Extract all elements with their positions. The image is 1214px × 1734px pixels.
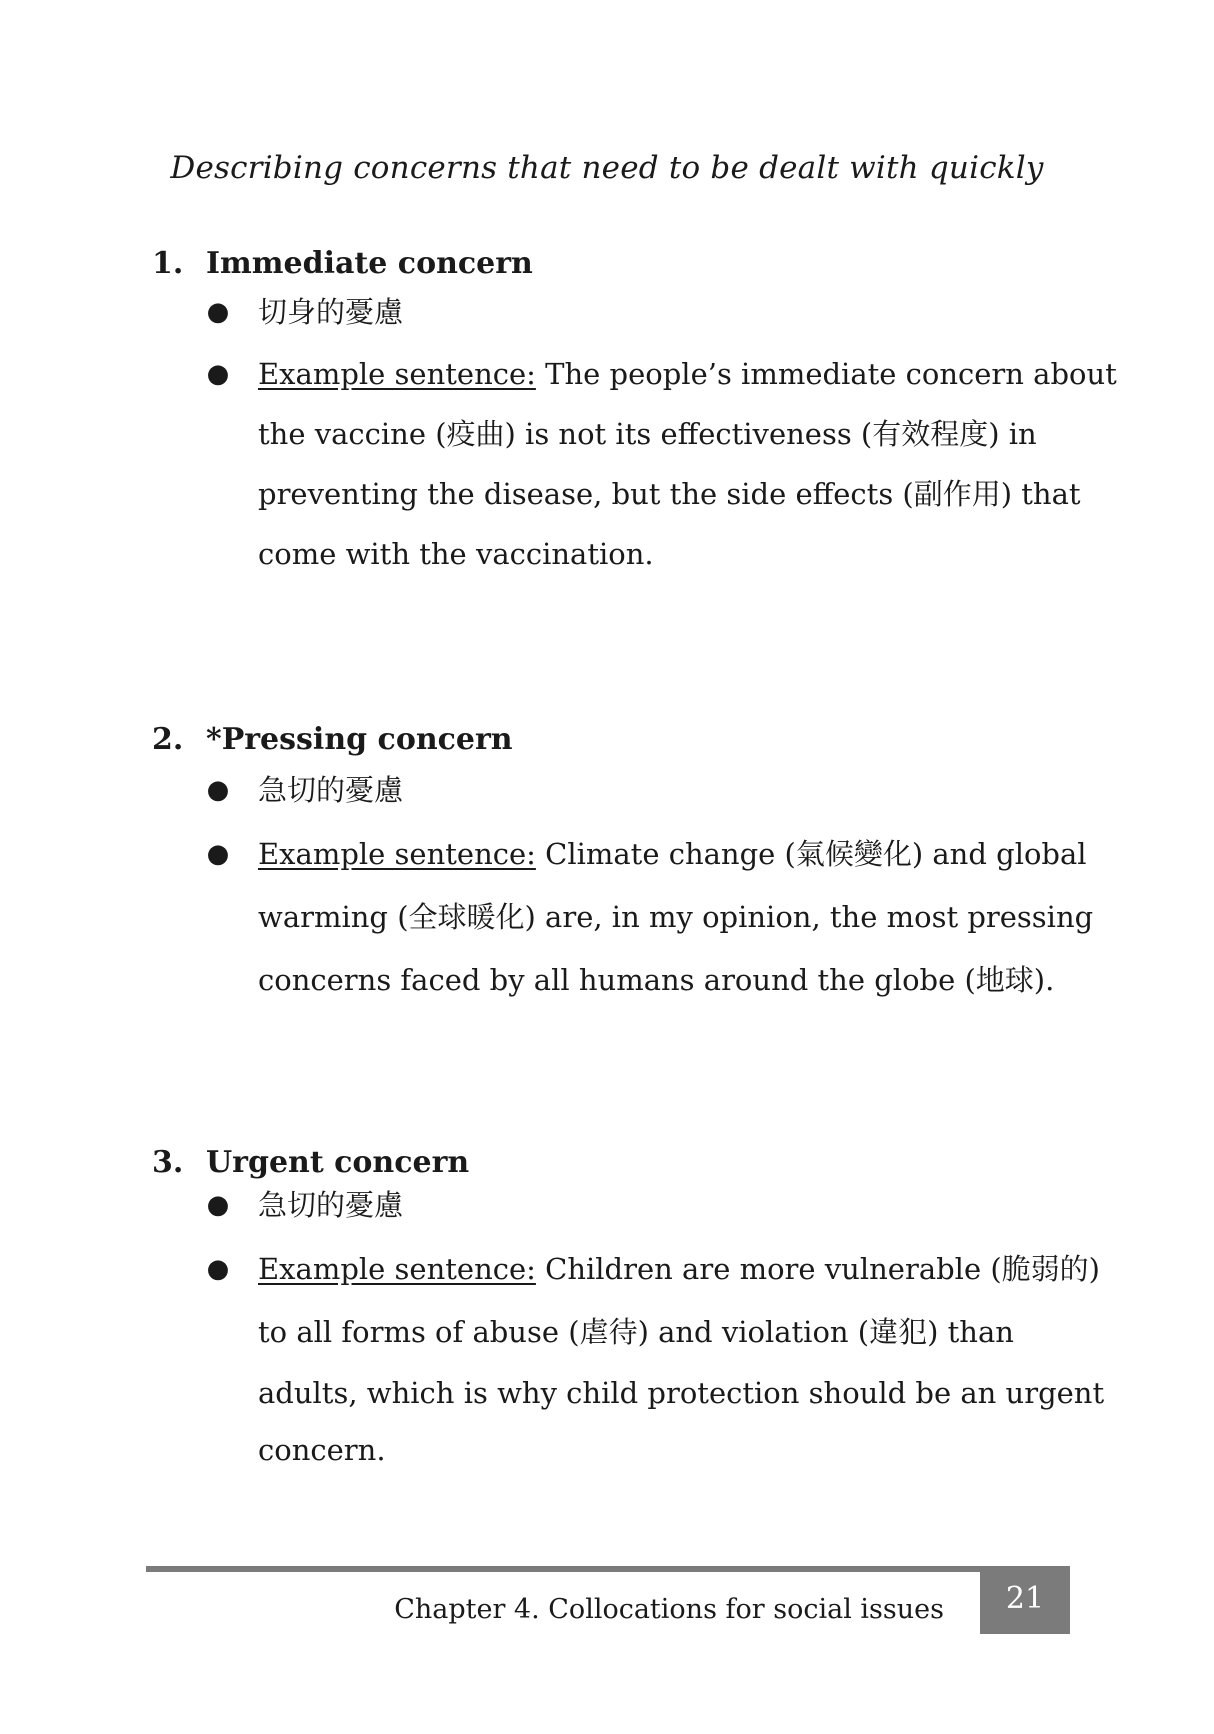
example-text-line: to all forms of abuse (虐待) and violation (違犯) than: [258, 1315, 1014, 1349]
bullet-icon: ●: [206, 359, 230, 389]
example-label: Example sentence:: [258, 837, 536, 871]
section-subtitle: Describing concerns that need to be dealt with quickly: [170, 150, 1044, 186]
entry-term: *Pressing concern: [206, 722, 513, 757]
example-label: Example sentence:: [258, 1252, 536, 1286]
bullet-icon: ●: [206, 1254, 230, 1284]
entry-heading: [152, 244, 533, 284]
example-label: Example sentence:: [258, 357, 536, 391]
example-text-line: The people’s immediate concern about: [535, 357, 1117, 391]
bullet-icon: ●: [206, 839, 230, 869]
entry-term: Urgent concern: [206, 1145, 470, 1180]
entry-heading: [152, 720, 513, 760]
example-text-line: concern.: [258, 1433, 386, 1467]
page-number: 21: [980, 1566, 1070, 1634]
example-text-line: warming (全球暖化) are, in my opinion, the most pressing: [258, 900, 1094, 934]
entry-number: 3.: [152, 1145, 184, 1180]
footer-rule: [146, 1566, 1070, 1572]
example-text-line: come with the vaccination.: [258, 537, 654, 571]
chinese-translation: 切身的憂慮: [258, 295, 404, 329]
footer-chapter-title: Chapter 4. Collocations for social issues: [394, 1594, 944, 1625]
entry-number: 2.: [152, 722, 184, 757]
chinese-translation: 急切的憂慮: [258, 1188, 404, 1222]
example-text-line: Children are more vulnerable (脆弱的): [535, 1252, 1100, 1286]
entry-heading: [152, 1143, 469, 1183]
bullet-icon: ●: [206, 1190, 230, 1220]
chinese-translation: 急切的憂慮: [258, 773, 404, 807]
example-text-line: Climate change (氣候變化) and global: [535, 837, 1087, 871]
example-text-line: the vaccine (疫曲) is not its effectiveness (有效程度) in: [258, 417, 1037, 451]
example-text-line: adults, which is why child protection should be an urgent: [258, 1376, 1105, 1410]
bullet-icon: ●: [206, 297, 230, 327]
example-text-line: preventing the disease, but the side effects (副作用) that: [258, 477, 1081, 511]
entry-term: Immediate concern: [206, 246, 533, 281]
bullet-icon: ●: [206, 775, 230, 805]
entry-number: 1.: [152, 246, 184, 281]
example-text-line: concerns faced by all humans around the globe (地球).: [258, 963, 1055, 997]
